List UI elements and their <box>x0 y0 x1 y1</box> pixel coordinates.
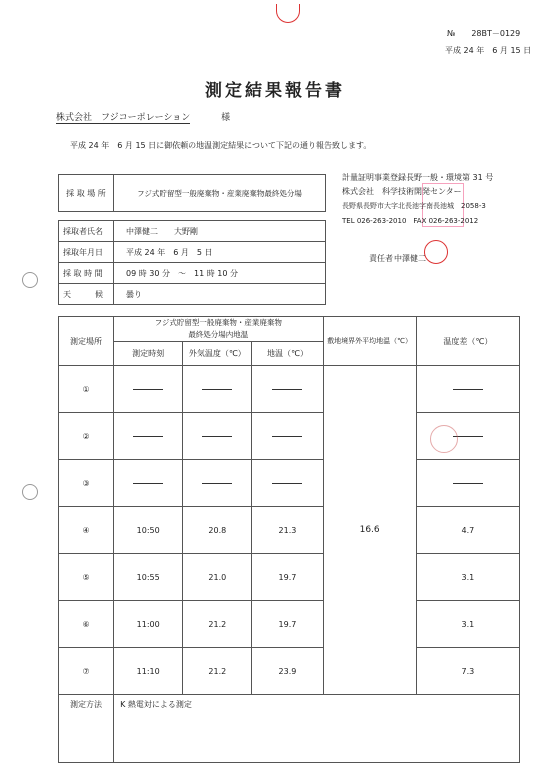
registration-number: 計量証明事業登録長野一般・環境第 31 号 <box>342 173 494 182</box>
row-diff: 7.3 <box>416 648 519 695</box>
row-place: ⑥ <box>59 601 114 648</box>
method-label: 測定方法 <box>59 695 114 763</box>
responsible-label: 責任者 <box>369 254 393 263</box>
col-header-air: 外気温度（℃） <box>183 342 252 366</box>
row-diff-empty <box>416 460 519 507</box>
table-row <box>59 601 520 648</box>
sampling-date-value: 平成 24 年 6 月 5 日 <box>114 242 326 263</box>
intro-text: 平成 24 年 6 月 15 日に御依頼の地温測定結果について下記の通り報告致します。 <box>70 141 372 150</box>
row-ground: 19.7 <box>252 554 323 601</box>
col-header-time: 測定時刻 <box>114 342 183 366</box>
faint-seal <box>430 425 458 453</box>
row-diff: 3.1 <box>416 554 519 601</box>
page-title: 測定結果報告書 <box>205 81 345 101</box>
row-place: ⑦ <box>59 648 114 695</box>
row-air-empty <box>183 366 252 413</box>
row-ground-empty <box>252 366 323 413</box>
weather-value: 曇り <box>114 284 326 305</box>
addressee-honorific: 様 <box>221 113 231 123</box>
header-stamp-mark <box>276 4 300 23</box>
doc-number: № 28BT－0129 <box>447 29 521 38</box>
table-row <box>59 460 520 507</box>
method-value: K 熱電対による測定 <box>114 695 520 763</box>
row-air: 20.8 <box>183 507 252 554</box>
sampling-place-label: 採 取 場 所 <box>59 175 114 212</box>
sampling-time-label: 採 取 時 間 <box>59 263 114 284</box>
table-row <box>59 554 520 601</box>
row-ground-empty <box>252 460 323 507</box>
sampling-time-value: 09 時 30 分 ～ 11 時 10 分 <box>114 263 326 284</box>
row-ground: 21.3 <box>252 507 323 554</box>
method-row <box>59 695 520 763</box>
row-place: ⑤ <box>59 554 114 601</box>
addressee <box>56 110 230 123</box>
avg-ground-temp: 16.6 <box>323 366 416 695</box>
row-air-empty <box>183 460 252 507</box>
punch-hole <box>22 484 38 500</box>
sampler-label: 採取者氏名 <box>59 221 114 242</box>
row-time-empty <box>114 413 183 460</box>
row-place: ① <box>59 366 114 413</box>
row-air: 21.0 <box>183 554 252 601</box>
row-place: ② <box>59 413 114 460</box>
col-header-diff: 温度差（℃） <box>416 317 519 366</box>
col-header-group <box>114 317 323 342</box>
company-address: 長野県長野市大字北長池字南長池城 2058-3 <box>342 202 486 210</box>
group-header-line2: 最終処分場内地温 <box>188 330 249 339</box>
row-diff: 3.1 <box>416 601 519 648</box>
col-header-avg: 敷地境界外平均地温（℃） <box>323 317 416 366</box>
weather-label: 天 候 <box>59 284 114 305</box>
row-ground-empty <box>252 413 323 460</box>
col-header-place: 測定場所 <box>59 317 114 366</box>
table-row <box>59 507 520 554</box>
sampling-place-value: フジ式貯留型一般廃棄物・産業廃棄物最終処分場 <box>114 175 326 212</box>
row-place: ④ <box>59 507 114 554</box>
table-row <box>59 366 520 413</box>
results-table <box>58 316 520 763</box>
row-place: ③ <box>59 460 114 507</box>
sampling-date-label: 採取年月日 <box>59 242 114 263</box>
row-time-empty <box>114 460 183 507</box>
col-header-ground: 地温（℃） <box>252 342 323 366</box>
row-diff-empty <box>416 366 519 413</box>
row-time: 11:00 <box>114 601 183 648</box>
company-tel-fax: TEL 026-263-2010 FAX 026-263-2012 <box>342 217 479 225</box>
personal-seal <box>424 240 448 264</box>
table-row <box>59 648 520 695</box>
addressee-company: 株式会社 フジコーポレーション <box>56 113 191 123</box>
row-air: 21.2 <box>183 648 252 695</box>
row-ground: 19.7 <box>252 601 323 648</box>
row-diff: 4.7 <box>416 507 519 554</box>
row-air-empty <box>183 413 252 460</box>
issue-date: 平成 24 年 6 月 15 日 <box>445 46 532 55</box>
row-air: 21.2 <box>183 601 252 648</box>
row-time: 10:50 <box>114 507 183 554</box>
sampling-info-table <box>58 174 326 305</box>
company-name: 株式会社 科学技術開発センター <box>342 187 462 196</box>
sampler-value: 中澤健二 大野剛 <box>114 221 326 242</box>
group-header-line1: フジ式貯留型一般廃棄物・産業廃棄物 <box>154 318 282 327</box>
row-time: 11:10 <box>114 648 183 695</box>
responsible-name: 中澤健二 <box>394 254 426 263</box>
row-ground: 23.9 <box>252 648 323 695</box>
punch-hole <box>22 272 38 288</box>
row-time-empty <box>114 366 183 413</box>
row-time: 10:55 <box>114 554 183 601</box>
